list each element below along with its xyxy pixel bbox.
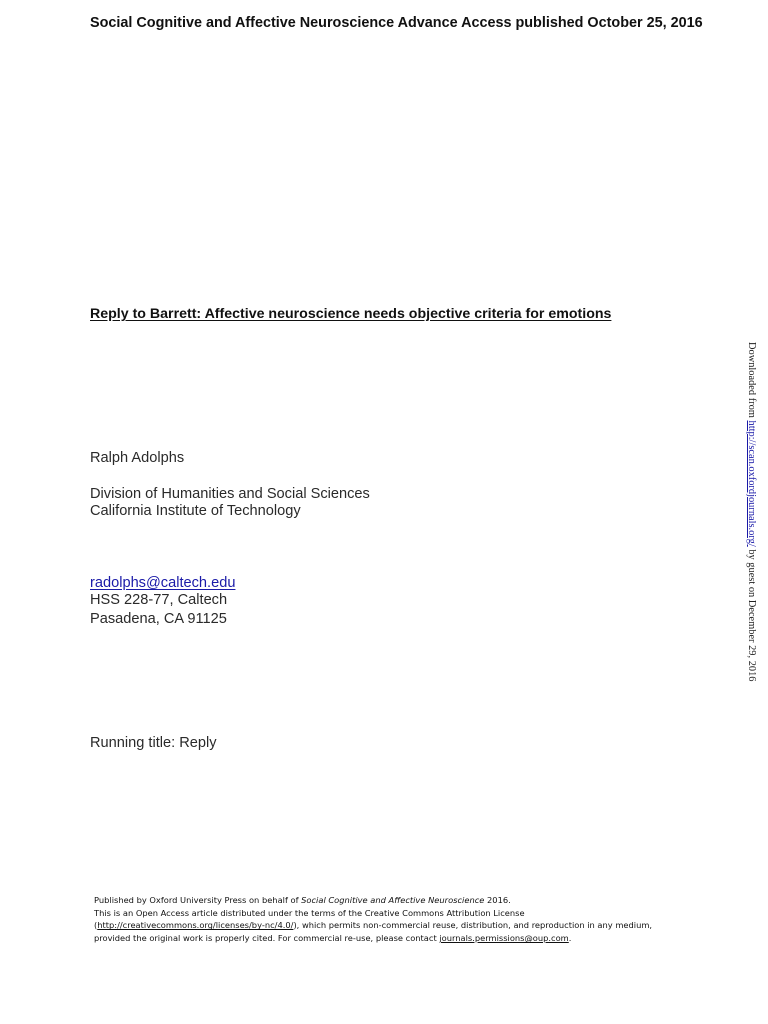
footer-paren-open: (	[94, 920, 98, 931]
affiliation-division: Division of Humanities and Social Sciences	[90, 486, 370, 502]
download-watermark	[743, 342, 759, 682]
watermark-suffix: by guest on December 29, 2016	[746, 546, 757, 682]
footer-license-url-suffix: ), which permits non-commercial reuse, distribution, and reproduction in any medium,	[293, 920, 653, 931]
author-email-link[interactable]: radolphs@caltech.edu	[90, 575, 236, 591]
footer-publisher-line	[94, 894, 652, 907]
footer-license-url-line	[94, 919, 652, 932]
footer-publisher-suffix: 2016.	[484, 895, 511, 905]
permissions-email-link[interactable]: journals.permissions@oup.com	[439, 933, 569, 944]
footer-contact-suffix: .	[568, 933, 572, 944]
address-line-1: HSS 228-77, Caltech	[90, 592, 228, 608]
download-watermark-text	[746, 342, 757, 681]
affiliation-institute: California Institute of Technology	[90, 503, 301, 519]
license-footer	[94, 894, 652, 945]
footer-contact-line	[94, 932, 652, 945]
paper-title: Reply to Barrett: Affective neuroscience needs objective criteria for emotions	[90, 306, 612, 322]
license-url-link[interactable]: http://creativecommons.org/licenses/by-nc/4.0/	[97, 920, 294, 931]
author-name: Ralph Adolphs	[90, 450, 185, 466]
watermark-prefix: Downloaded from	[746, 342, 757, 421]
footer-publisher-prefix: Published by Oxford University Press on behalf of	[94, 895, 302, 905]
journal-site-link[interactable]: http://scan.oxfordjournals.org/	[746, 420, 757, 547]
footer-journal-name: Social Cognitive and Affective Neuroscience	[301, 895, 485, 905]
address-line-2: Pasadena, CA 91125	[90, 611, 227, 627]
journal-header: Social Cognitive and Affective Neuroscience Advance Access published October 25, 2016	[90, 15, 703, 31]
running-title: Running title: Reply	[90, 735, 217, 751]
footer-contact-prefix: provided the original work is properly cited. For commercial re-use, please contact	[94, 933, 440, 944]
footer-license-line: This is an Open Access article distributed under the terms of the Creative Commons Attribution License	[94, 907, 525, 918]
